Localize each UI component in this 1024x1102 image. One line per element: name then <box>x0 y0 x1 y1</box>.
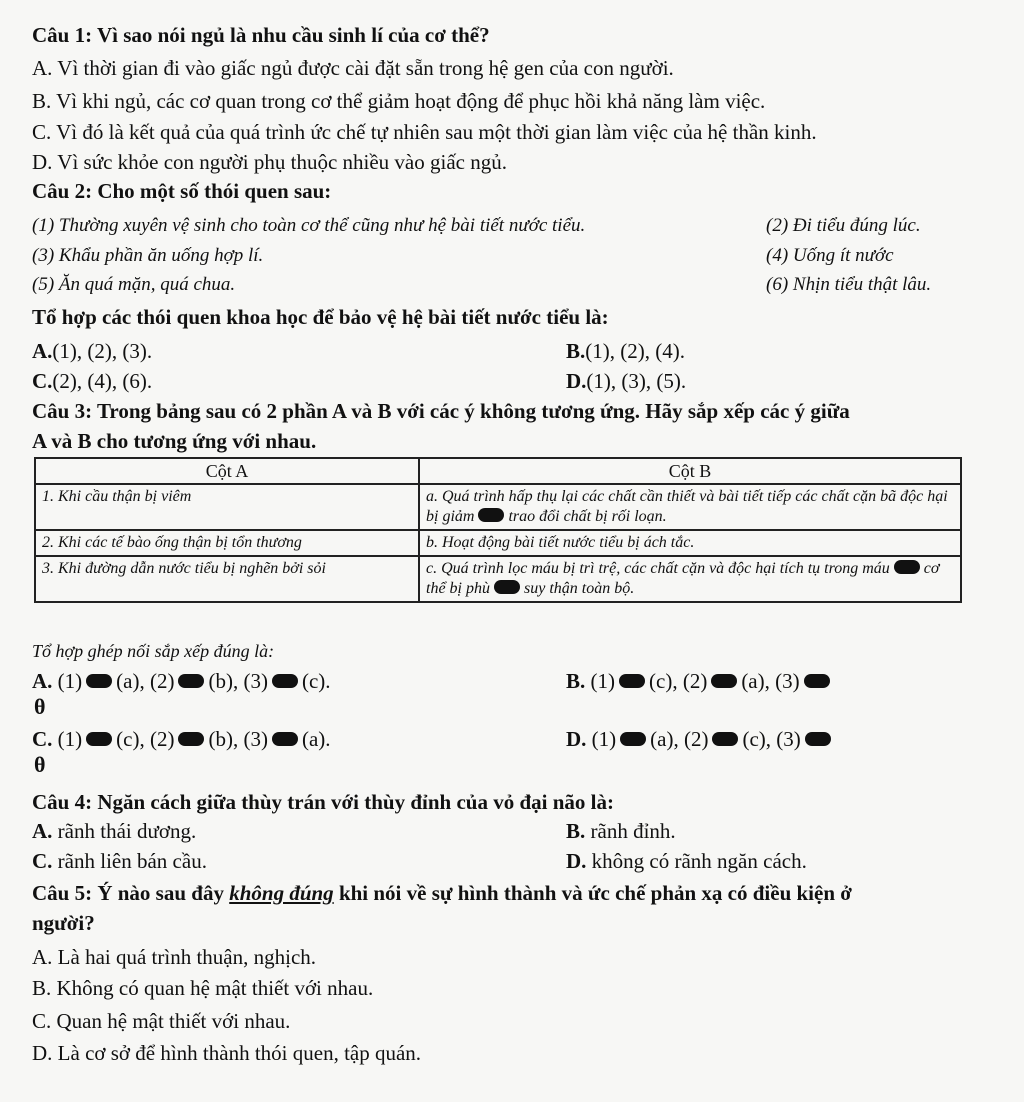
question-3-title: Câu 3: Trong bảng sau có 2 phần A và B với các ý không tương ứng. Hãy sắp xếp các ý giữa <box>32 399 850 423</box>
q1-option-c: C. Vì đó là kết quả của quá trình ức chế tự nhiên sau một thời gian làm việc của hệ thần kinh. <box>32 120 817 144</box>
q2-option-c: C.(2), (4), (6). <box>32 369 153 393</box>
q4-option-d: D. không có rãnh ngăn cách. <box>566 849 807 873</box>
arrow-icon <box>86 674 112 688</box>
q4-option-b: B. rãnh đỉnh. <box>566 819 676 843</box>
q3-question: Tổ hợp ghép nối sắp xếp đúng là: <box>32 641 275 661</box>
question-2-title: Câu 2: Cho một số thói quen sau: <box>32 179 332 203</box>
q2-habit-2: (2) Đi tiểu đúng lúc. <box>766 215 921 236</box>
question-4-title: Câu 4: Ngăn cách giữa thùy trán với thùy đỉnh của vỏ đại não là: <box>32 790 614 814</box>
question-1-title: Câu 1: Vì sao nói ngủ là nhu cầu sinh lí của cơ thể? <box>32 23 490 47</box>
arrow-icon <box>894 560 920 574</box>
q3-option-b: B. (1) (c), (2) (a), (3) <box>566 666 834 696</box>
q2-habit-6: (6) Nhịn tiểu thật lâu. <box>766 274 932 295</box>
arrow-icon <box>272 732 298 746</box>
q3-option-a: A. (1) (a), (2) (b), (3) (c). <box>32 669 331 693</box>
q2-habit-3: (3) Khẩu phần ăn uống hợp lí. <box>32 245 264 266</box>
column-b-item-b: b. Hoạt động bài tiết nước tiểu bị ách tắc. <box>419 530 961 556</box>
arrow-icon <box>178 732 204 746</box>
q2-option-a: A.(1), (2), (3). <box>32 339 153 363</box>
q1-option-d: D. Vì sức khỏe con người phụ thuộc nhiều vào giấc ngủ. <box>32 150 507 174</box>
column-b-item-c: c. Quá trình lọc máu bị trì trệ, các chất cặn và độc hại tích tụ trong máu cơ thể bị phù suy thận toàn bộ. <box>419 556 961 602</box>
column-a-item-1: 1. Khi cầu thận bị viêm <box>35 484 419 530</box>
q3-option-c: C. (1) (c), (2) (b), (3) (a). <box>32 727 331 751</box>
q3-option-d: D. (1) (a), (2) (c), (3) <box>566 724 835 754</box>
q2-habit-5: (5) Ăn quá mặn, quá chua. <box>32 274 236 295</box>
q4-option-c: C. rãnh liên bán cầu. <box>32 849 207 873</box>
arrow-icon <box>804 674 830 688</box>
question-3-title-cont: A và B cho tương ứng với nhau. <box>32 429 317 453</box>
matching-table <box>34 457 962 603</box>
q5-option-a: A. Là hai quá trình thuận, nghịch. <box>32 945 317 969</box>
arrow-icon <box>178 674 204 688</box>
q5-option-b: B. Không có quan hệ mật thiết với nhau. <box>32 976 374 1000</box>
q2-option-b: B.(1), (2), (4). <box>566 339 685 363</box>
q2-habit-1: (1) Thường xuyên vệ sinh cho toàn cơ thể cũng như hệ bài tiết nước tiểu. <box>32 215 586 236</box>
q1-option-a: A. Vì thời gian đi vào giấc ngủ được cài đặt sẵn trong hệ gen của con người. <box>32 56 674 80</box>
arrow-icon <box>619 674 645 688</box>
q5-option-d: D. Là cơ sở để hình thành thói quen, tập quán. <box>32 1041 422 1065</box>
arrow-icon <box>620 732 646 746</box>
q5-option-c: C. Quan hệ mật thiết với nhau. <box>32 1009 291 1033</box>
arrow-icon <box>712 732 738 746</box>
theta-glyph: θ <box>34 752 46 777</box>
arrow-icon <box>494 580 520 594</box>
question-5-title-cont: người? <box>32 911 95 935</box>
arrow-icon <box>272 674 298 688</box>
theta-glyph: θ <box>34 694 46 719</box>
arrow-icon <box>478 508 504 522</box>
arrow-icon <box>86 732 112 746</box>
column-a-header: Cột A <box>35 458 419 484</box>
arrow-icon <box>805 732 831 746</box>
arrow-icon <box>711 674 737 688</box>
column-a-item-3: 3. Khi đường dẫn nước tiểu bị nghẽn bởi sỏi <box>35 556 419 602</box>
question-5-title: Câu 5: Ý nào sau đây không đúng khi nói về sự hình thành và ức chế phản xạ có điều kiện ở <box>32 881 852 905</box>
column-a-item-2: 2. Khi các tế bào ống thận bị tổn thương <box>35 530 419 556</box>
q1-option-b: B. Vì khi ngủ, các cơ quan trong cơ thể giảm hoạt động để phục hồi khả năng làm việc. <box>32 89 766 113</box>
column-b-header: Cột B <box>419 458 961 484</box>
column-b-item-a: a. Quá trình hấp thụ lại các chất cần thiết và bài tiết tiếp các chất cặn bã độc hại bị giảm trao đổi chất bị rối loạn. <box>419 484 961 530</box>
q2-option-d: D.(1), (3), (5). <box>566 369 687 393</box>
q2-habit-4: (4) Uống ít nước <box>766 245 894 266</box>
q4-option-a: A. rãnh thái dương. <box>32 819 197 843</box>
q2-question: Tổ hợp các thói quen khoa học để bảo vệ hệ bài tiết nước tiểu là: <box>32 305 609 329</box>
